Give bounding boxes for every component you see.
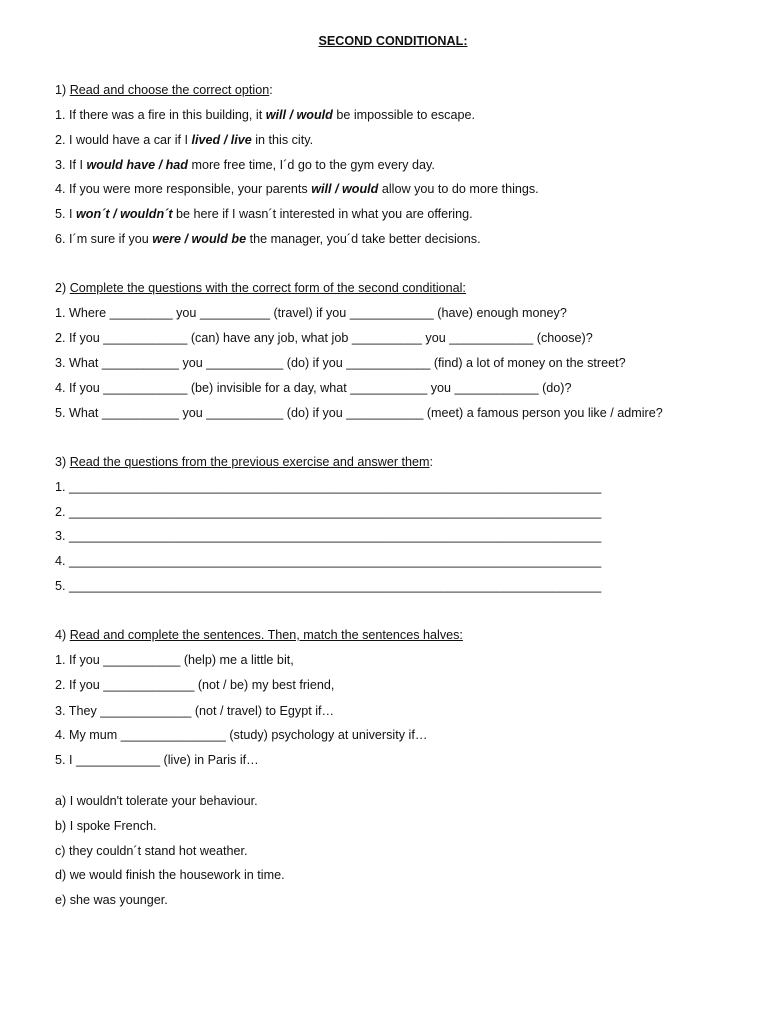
ex2-heading bbox=[55, 280, 466, 296]
ex2-item-3: 3. What ___________ you ___________ (do) if you ____________ (find) a lot of money on the street? bbox=[55, 356, 626, 370]
ex1-number: 1) bbox=[55, 83, 70, 97]
ex1-item-text: 1. If there was a fire in this building, it bbox=[55, 108, 266, 122]
ex2-item-2: 2. If you ____________ (can) have any job, what job __________ you ____________ (choose)? bbox=[55, 331, 593, 345]
ex4-ending-d: d) we would finish the housework in time. bbox=[55, 868, 285, 882]
ex1-item-3 bbox=[55, 157, 435, 173]
ex1-item-option: will / would bbox=[265, 108, 333, 122]
ex4-heading-text: Read and complete the sentences. Then, match the sentences halves: bbox=[69, 628, 463, 642]
ex1-heading bbox=[55, 82, 273, 98]
ex1-item-2 bbox=[55, 132, 313, 148]
ex1-item-1 bbox=[55, 107, 475, 123]
ex1-item-option: were / would be bbox=[152, 232, 247, 246]
ex2-number: 2) bbox=[55, 281, 70, 295]
ex4-ending-a: a) I wouldn't tolerate your behaviour. bbox=[55, 794, 258, 808]
ex3-number: 3) bbox=[55, 455, 70, 469]
ex1-item-text: be here if I wasn´t interested in what you are offering. bbox=[172, 207, 473, 221]
ex1-item-6 bbox=[55, 231, 481, 247]
ex3-answer-line-2: 2. ____________________________________________________________________________ bbox=[55, 505, 602, 519]
worksheet-title: SECOND CONDITIONAL: bbox=[318, 34, 468, 48]
ex4-ending-b: b) I spoke French. bbox=[55, 819, 157, 833]
ex1-item-text: in this city. bbox=[251, 133, 314, 147]
ex2-item-5: 5. What ___________ you ___________ (do) if you ___________ (meet) a famous person you like / admire? bbox=[55, 406, 663, 420]
ex1-item-option: would have / had bbox=[86, 158, 188, 172]
ex1-item-text: 4. If you were more responsible, your parents bbox=[55, 182, 312, 196]
ex1-item-option: will / would bbox=[311, 182, 379, 196]
ex1-item-text: be impossible to escape. bbox=[332, 108, 475, 122]
ex2-heading-text: Complete the questions with the correct form of the second conditional: bbox=[69, 281, 466, 295]
ex1-item-option: lived / live bbox=[191, 133, 252, 147]
ex1-item-5 bbox=[55, 206, 473, 222]
ex2-item-4: 4. If you ____________ (be) invisible for a day, what ___________ you ____________ (do)? bbox=[55, 381, 572, 395]
ex3-heading-colon: : bbox=[429, 455, 434, 469]
ex1-item-text: more free time, I´d go to the gym every day. bbox=[187, 158, 435, 172]
ex1-item-text: allow you to do more things. bbox=[378, 182, 539, 196]
ex3-answer-line-5: 5. ____________________________________________________________________________ bbox=[55, 579, 602, 593]
ex1-item-text: 6. I´m sure if you bbox=[55, 232, 153, 246]
ex4-item-2: 2. If you _____________ (not / be) my best friend, bbox=[55, 678, 335, 692]
ex4-item-4: 4. My mum _______________ (study) psychology at university if… bbox=[55, 728, 428, 742]
ex1-heading-text: Read and choose the correct option bbox=[69, 83, 270, 97]
ex4-item-1: 1. If you ___________ (help) me a little bit, bbox=[55, 653, 294, 667]
ex4-heading bbox=[55, 627, 463, 643]
ex4-item-3: 3. They _____________ (not / travel) to Egypt if… bbox=[55, 704, 335, 718]
ex1-item-option: won´t / wouldn´t bbox=[76, 207, 173, 221]
ex1-item-text: 3. If I bbox=[55, 158, 87, 172]
ex1-item-text: 2. I would have a car if I bbox=[55, 133, 192, 147]
ex3-heading bbox=[55, 454, 433, 470]
ex3-answer-line-4: 4. ____________________________________________________________________________ bbox=[55, 554, 602, 568]
ex1-item-4 bbox=[55, 181, 539, 197]
ex3-heading-text: Read the questions from the previous exercise and answer them bbox=[69, 455, 430, 469]
ex2-item-1: 1. Where _________ you __________ (travel) if you ____________ (have) enough money? bbox=[55, 306, 567, 320]
ex4-number: 4) bbox=[55, 628, 70, 642]
ex4-ending-c: c) they couldn´t stand hot weather. bbox=[55, 844, 248, 858]
ex1-heading-colon: : bbox=[269, 83, 273, 97]
ex3-answer-line-1: 1. ____________________________________________________________________________ bbox=[55, 480, 602, 494]
ex4-item-5: 5. I ____________ (live) in Paris if… bbox=[55, 753, 259, 767]
ex1-item-text: the manager, you´d take better decisions. bbox=[246, 232, 481, 246]
ex3-answer-line-3: 3. ____________________________________________________________________________ bbox=[55, 529, 602, 543]
ex1-item-text: 5. I bbox=[55, 207, 76, 221]
ex4-ending-e: e) she was younger. bbox=[55, 893, 168, 907]
